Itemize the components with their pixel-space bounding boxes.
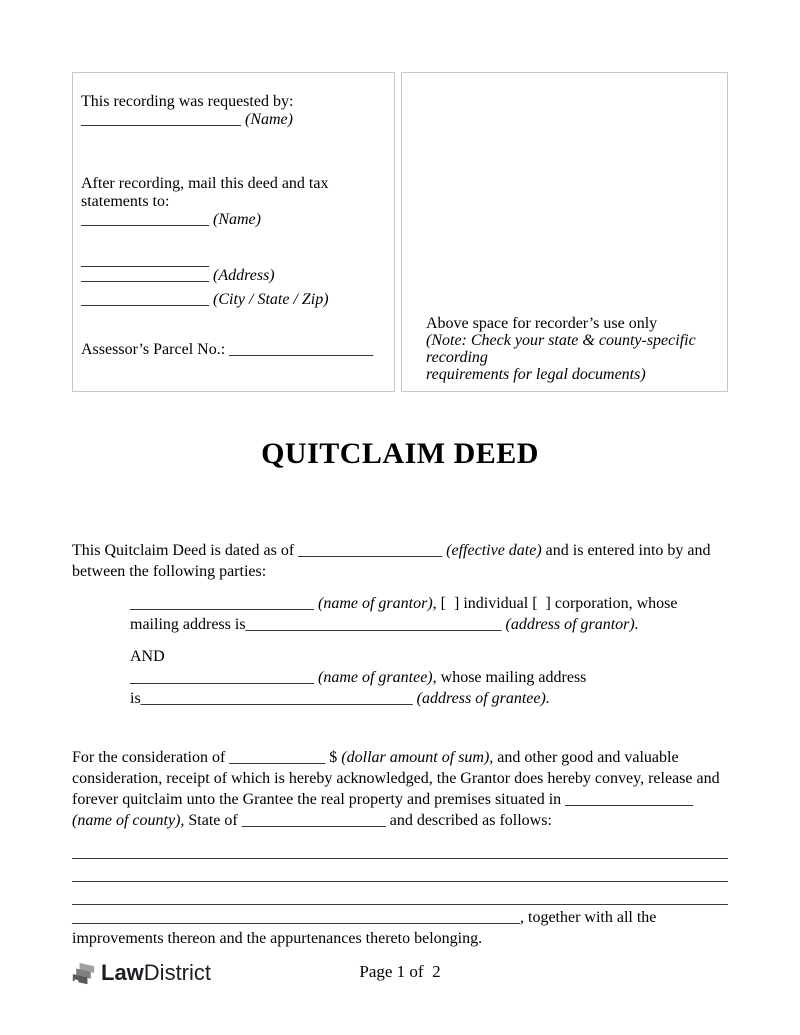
text-line	[426, 366, 719, 383]
recording-info-box	[72, 72, 395, 392]
property-description-section	[72, 836, 728, 949]
text-line	[81, 193, 388, 211]
text-run: ________________	[81, 267, 213, 284]
text-line	[81, 341, 388, 359]
text-line	[72, 789, 752, 810]
text-run: statements to:	[81, 193, 170, 210]
text-run: This Quitclaim Deed is dated as of	[72, 542, 299, 559]
text-line	[81, 211, 388, 229]
mail-to-block	[81, 175, 388, 229]
text-run: _______________________	[130, 595, 318, 612]
text-run: Assessor’s Parcel No.: __________________	[81, 341, 374, 358]
hint-text-run: (address of grantor).	[505, 616, 639, 633]
lawdistrict-logo-icon	[70, 960, 97, 987]
text-line	[81, 111, 388, 129]
text-line	[72, 747, 752, 768]
text-run: , [ ] individual [ ] corporation, whose	[432, 595, 678, 612]
text-run: and other good and valuable	[493, 749, 679, 766]
text-run: ________________	[81, 291, 213, 308]
recorder-use-box	[401, 72, 728, 392]
brand-text-bold: Law	[101, 960, 144, 985]
text-line	[130, 688, 770, 709]
page-title: QUITCLAIM DEED	[261, 437, 539, 470]
text-run: Above space for recorder’s use only	[426, 315, 658, 332]
hint-text-run: (Note: Check your state & county-specific recording	[426, 332, 696, 366]
text-line	[130, 593, 770, 614]
hint-text-run: (Name)	[245, 111, 293, 128]
lawdistrict-logo	[70, 959, 211, 987]
text-line	[426, 332, 719, 366]
hint-text-run: (effective date)	[446, 542, 542, 559]
text-line	[72, 810, 752, 831]
recorder-use-note	[426, 315, 719, 383]
text-run: between the following parties:	[72, 563, 267, 580]
hint-text-run: (Address)	[213, 267, 275, 284]
hint-text-run: requirements for legal documents)	[426, 366, 646, 383]
text-line	[72, 561, 732, 582]
text-line	[130, 614, 770, 635]
text-line	[72, 768, 752, 789]
text-run: improvements thereon and the appurtenances thereto belonging.	[72, 930, 483, 947]
text-run: __________________	[298, 542, 447, 559]
hint-text-run: (name of grantor)	[318, 595, 433, 612]
text-line	[81, 268, 388, 283]
hint-text-run: (name of grantee)	[318, 669, 433, 686]
consideration-paragraph	[72, 747, 752, 831]
grantor-clause	[130, 593, 770, 635]
text-line	[81, 253, 388, 268]
text-run: consideration, receipt of which is hereby acknowledged, the Grantor does hereby convey, release and	[72, 770, 720, 787]
hint-text-run: (Name)	[213, 211, 261, 228]
brand-text-regular: District	[143, 960, 212, 985]
text-run: , together with all the	[520, 909, 657, 926]
requested-by-block	[81, 93, 388, 129]
recorder-header-boxes	[72, 72, 728, 392]
description-blank-line	[72, 882, 728, 905]
hint-text-run: (City / State / Zip)	[213, 291, 329, 308]
mail-address-block	[81, 253, 388, 283]
text-line	[72, 928, 728, 949]
grantee-clause	[130, 667, 770, 709]
text-run: mailing address is________________________________	[130, 616, 506, 633]
text-run: is__________________________________	[130, 690, 417, 707]
description-blank-line	[72, 836, 728, 859]
text-line	[81, 175, 388, 193]
description-blank-line	[72, 859, 728, 882]
assessor-parcel-line	[81, 341, 388, 359]
text-run: _______________________	[130, 669, 318, 686]
hint-text-run: (name of county),	[72, 812, 185, 829]
text-line	[81, 291, 388, 309]
and-connector: AND	[130, 648, 165, 665]
hint-text-run: (dollar amount of sum),	[341, 749, 494, 766]
text-line	[72, 540, 732, 561]
text-line	[72, 907, 728, 928]
text-line	[81, 93, 388, 111]
hint-text-run: (address of grantee).	[416, 690, 550, 707]
text-run: After recording, mail this deed and tax	[81, 175, 329, 192]
text-line	[426, 315, 719, 332]
text-run: , whose mailing address	[432, 669, 587, 686]
text-line	[130, 667, 770, 688]
city-state-zip-line	[81, 291, 388, 309]
text-run: ________________	[81, 252, 209, 269]
text-run: For the consideration of ____________ $	[72, 749, 342, 766]
text-run: forever quitclaim unto the Grantee the real property and premises situated in ________________	[72, 791, 694, 808]
text-run: ________________________________________________________	[72, 909, 520, 926]
text-run: and is entered into by and	[541, 542, 711, 559]
intro-paragraph	[72, 540, 732, 582]
text-run: This recording was requested by:	[81, 93, 294, 110]
text-run: ________________	[81, 211, 213, 228]
description-tail-text	[72, 907, 728, 949]
text-run: State of __________________ and described as follows:	[184, 812, 552, 829]
page-number: Page 1 of 2	[359, 962, 441, 981]
text-run: ____________________	[81, 111, 245, 128]
